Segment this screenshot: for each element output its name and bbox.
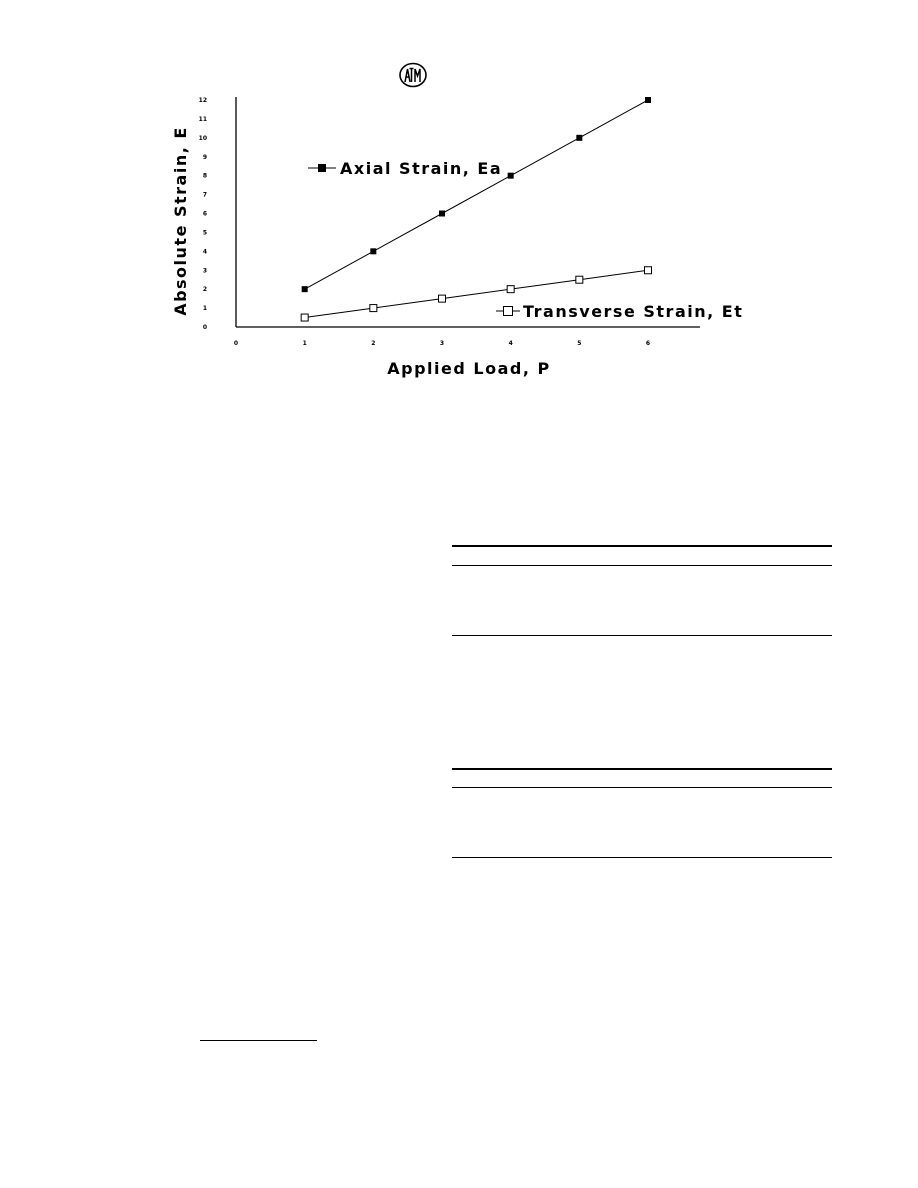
y-axis-title: Absolute Strain, E (171, 126, 190, 316)
data-point-1-4 (576, 276, 583, 283)
table-2-top-rule (452, 768, 832, 770)
y-tick-label: 6 (202, 210, 207, 218)
data-point-1-0 (301, 314, 308, 321)
x-tick-labels (234, 340, 650, 347)
y-tick-label: 9 (202, 153, 207, 161)
series-markers (301, 97, 651, 321)
y-tick-label: 7 (202, 191, 207, 199)
y-tick-label: 5 (202, 229, 207, 237)
x-tick-label: 0 (233, 340, 239, 347)
y-tick-label: 12 (198, 97, 207, 104)
x-axis-title: Applied Load, P (387, 359, 551, 378)
y-tick-label: 2 (202, 286, 207, 294)
y-tick-label: 8 (202, 172, 207, 180)
data-point-1-3 (507, 286, 514, 293)
x-tick-label: 6 (645, 340, 651, 347)
y-tick-label: 1 (202, 305, 207, 313)
x-tick-label: 1 (302, 340, 307, 347)
legend-axial-marker (318, 164, 326, 172)
legend-transverse-marker (504, 307, 513, 316)
legend-axial-label: Axial Strain, Ea (340, 159, 503, 178)
legend-axial (308, 159, 502, 178)
y-tick-label: 4 (202, 248, 207, 256)
table-2-header-rule (452, 787, 832, 788)
x-tick-label: 4 (508, 340, 513, 347)
y-tick-labels (199, 97, 207, 331)
legend-transverse-label: Transverse Strain, Et (523, 302, 744, 321)
data-point-0-0 (302, 286, 308, 292)
chart-axes (236, 97, 700, 327)
table-1-top-rule (452, 545, 832, 547)
y-tick-label: 0 (202, 324, 207, 331)
legend-transverse (496, 302, 743, 321)
x-tick-label: 3 (439, 340, 445, 347)
table-1-bottom-rule (452, 635, 832, 636)
data-point-0-2 (439, 211, 445, 217)
data-point-0-3 (508, 173, 514, 179)
data-point-0-1 (370, 248, 376, 254)
series-lines (305, 100, 648, 318)
data-point-0-4 (576, 135, 582, 141)
y-tick-label: 10 (198, 134, 207, 142)
data-point-1-5 (645, 267, 652, 274)
data-point-1-2 (439, 295, 446, 302)
y-tick-label: 3 (202, 267, 207, 275)
data-point-0-5 (645, 97, 651, 103)
data-point-1-1 (370, 305, 377, 312)
strain-chart (0, 0, 918, 400)
footnote-rule (200, 1040, 317, 1041)
table-2-bottom-rule (452, 857, 832, 858)
y-tick-label: 11 (198, 115, 207, 123)
table-1-header-rule (452, 565, 832, 566)
series-line-0 (305, 100, 648, 289)
x-tick-label: 5 (577, 340, 582, 347)
x-tick-label: 2 (371, 340, 376, 347)
